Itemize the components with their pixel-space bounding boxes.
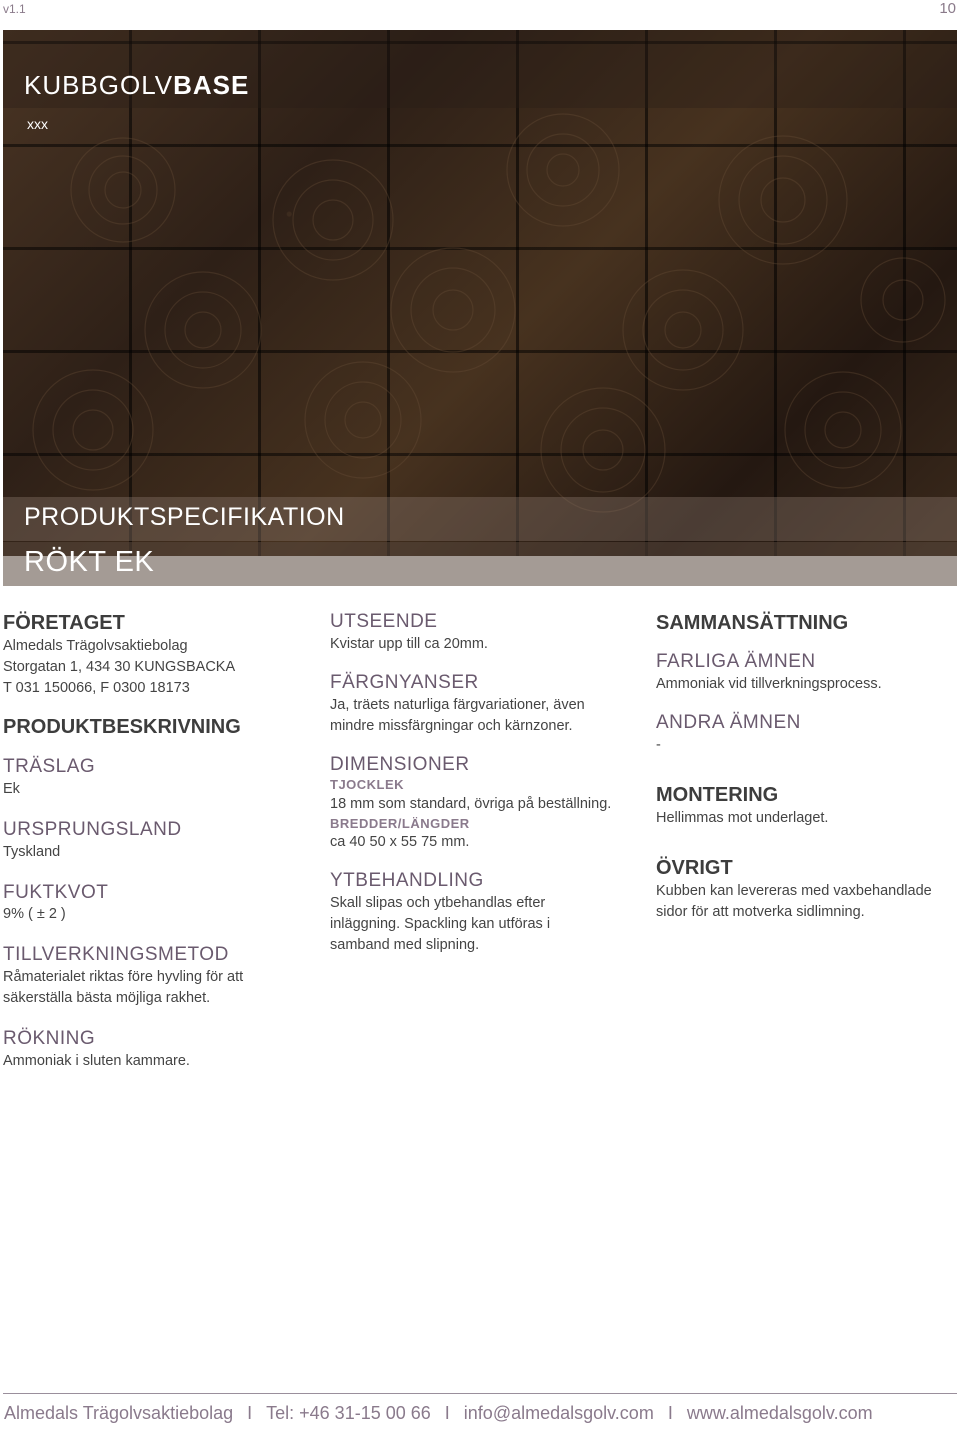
heading-andra-amnen: ANDRA ÄMNEN	[656, 711, 801, 733]
brand-bold: BASE	[173, 70, 250, 100]
footer-separator: I	[247, 1403, 253, 1423]
heading-tillverkningsmetod: TILLVERKNINGSMETOD	[3, 944, 229, 966]
section-montering	[656, 783, 961, 829]
section-foretaget	[3, 611, 308, 699]
footer-website-link[interactable]: www.almedalsgolv.com	[686, 1403, 873, 1423]
section-tillverkningsmetod	[3, 944, 308, 1009]
footer	[4, 1403, 958, 1424]
section-andra-amnen	[656, 712, 961, 756]
section-fuktkvot	[3, 882, 308, 926]
traslag-value: Ek	[3, 780, 20, 797]
montering-value: Hellimmas mot underlaget.	[656, 809, 829, 826]
fargnyanser-line1: Ja, träets naturliga färgvariationer, även	[330, 696, 585, 713]
heading-traslag: TRÄSLAG	[3, 756, 96, 777]
tillverkningsmetod-line1: Råmaterialet riktas före hyvling för att	[3, 969, 244, 986]
footer-company: Almedals Trägolvsaktiebolag	[4, 1403, 234, 1423]
footer-phone: Tel: +46 31-15 00 66	[266, 1403, 431, 1423]
footer-divider	[3, 1393, 957, 1394]
heading-sammansattning: SAMMANSÄTTNING	[656, 612, 849, 634]
hero-image	[3, 30, 957, 578]
heading-montering: MONTERING	[656, 783, 779, 806]
brand-light: KUBBGOLV	[24, 70, 174, 100]
spec-label: PRODUKTSPECIFIKATION	[24, 503, 345, 531]
label-tjocklek: TJOCKLEK	[330, 777, 405, 793]
ursprungsland-value: Tyskland	[3, 843, 61, 860]
heading-rokning: RÖKNING	[3, 1028, 96, 1050]
heading-foretaget: FÖRETAGET	[3, 612, 125, 634]
fargnyanser-line2: mindre missfärgningar och kärnzoner.	[330, 717, 573, 734]
footer-email-link[interactable]: info@almedalsgolv.com	[463, 1403, 654, 1423]
version-label: v1.1	[3, 2, 26, 16]
company-name: Almedals Trägolvsaktiebolag	[3, 638, 188, 654]
rokning-value: Ammoniak i sluten kammare.	[3, 1052, 190, 1069]
section-fargnyanser	[330, 672, 635, 737]
section-rokning	[3, 1028, 308, 1072]
ytbehandling-line3: samband med slipning.	[330, 937, 480, 954]
section-traslag	[3, 756, 308, 800]
heading-farliga-amnen: FARLIGA ÄMNEN	[656, 651, 816, 672]
brand-subtitle: xxx	[27, 116, 48, 132]
heading-ursprungsland: URSPRUNGSLAND	[3, 818, 182, 840]
footer-separator: I	[667, 1403, 673, 1423]
footer-separator: I	[444, 1403, 450, 1423]
heading-produktbeskrivning: PRODUKTBESKRIVNING	[3, 716, 241, 738]
section-farliga-amnen	[656, 651, 961, 695]
ovrigt-line1: Kubben kan levereras med vaxbehandlade	[656, 882, 932, 899]
heading-utseende: UTSEENDE	[330, 611, 438, 632]
heading-ytbehandling: YTBEHANDLING	[330, 870, 484, 892]
fuktkvot-value: 9% ( ± 2 )	[3, 906, 66, 923]
heading-ovrigt: ÖVRIGT	[656, 856, 733, 879]
company-address: Storgatan 1, 434 30 KUNGSBACKA	[3, 659, 236, 675]
column-left	[3, 600, 308, 1072]
utseende-value: Kvistar upp till ca 20mm.	[330, 635, 488, 652]
company-phone: T 031 150066, F 0300 18173	[3, 680, 190, 696]
ytbehandling-line2: inläggning. Spackling kan utföras i	[330, 916, 551, 933]
tillverkningsmetod-line2: säkerställa bästa möjliga rakhet.	[3, 990, 211, 1007]
heading-dimensioner: DIMENSIONER	[330, 753, 470, 775]
ytbehandling-line1: Skall slipas och ytbehandlas efter	[330, 895, 546, 912]
section-ytbehandling	[330, 870, 635, 956]
farliga-amnen-value: Ammoniak vid tillverkningsprocess.	[656, 675, 882, 692]
product-name: RÖKT EK	[24, 546, 155, 578]
section-utseende	[330, 611, 635, 655]
column-right	[656, 600, 961, 923]
ovrigt-line2: sidor för att motverka sidlimning.	[656, 903, 865, 920]
end-grain-wood-texture	[3, 30, 957, 556]
section-dimensioner	[330, 754, 635, 854]
section-ovrigt	[656, 856, 961, 923]
bredder-langder-value: ca 40 50 x 55 75 mm.	[330, 834, 470, 851]
page-number: 10	[939, 0, 956, 17]
brand-title	[24, 70, 249, 101]
column-middle	[330, 600, 635, 956]
heading-fargnyanser: FÄRGNYANSER	[330, 671, 479, 693]
heading-fuktkvot: FUKTKVOT	[3, 881, 109, 903]
andra-amnen-value: -	[656, 736, 661, 753]
section-ursprungsland	[3, 819, 308, 863]
label-bredder-langder: BREDDER/LÄNGDER	[330, 815, 470, 831]
tjocklek-value: 18 mm som standard, övriga på beställning.	[330, 795, 612, 812]
